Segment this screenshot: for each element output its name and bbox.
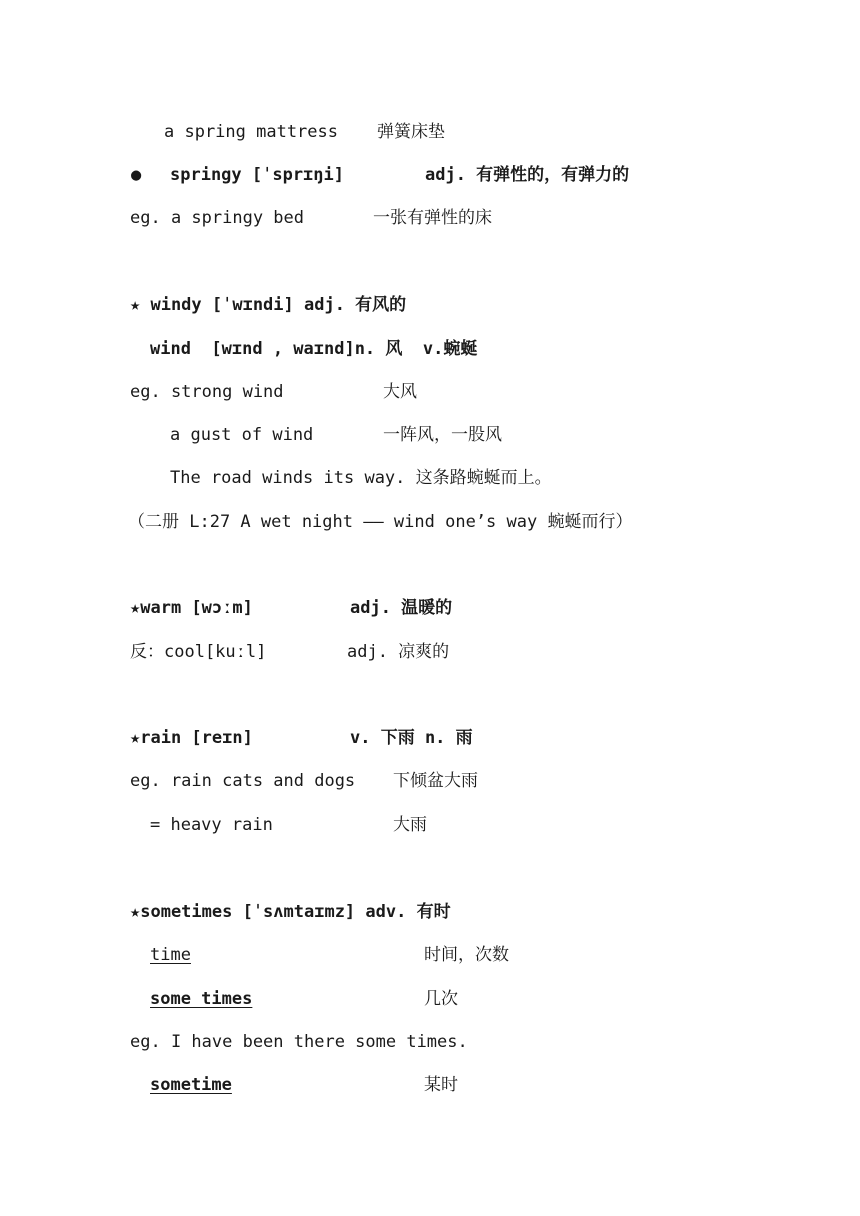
chinese-translation: 时间，次数 bbox=[424, 945, 509, 965]
english-text: The road winds its way. 这条路蜿蜒而上。 bbox=[170, 468, 552, 488]
chinese-translation: 一张有弹性的床 bbox=[373, 208, 492, 228]
headword: ★warm [wɔːm] bbox=[130, 598, 253, 618]
example-heavy-rain bbox=[0, 812, 860, 838]
english-text: eg. strong wind bbox=[130, 382, 284, 402]
chinese-translation: 大风 bbox=[383, 382, 417, 402]
example-strong-wind bbox=[0, 379, 860, 405]
chinese-translation: 一阵风，一股风 bbox=[383, 425, 502, 445]
headword: ★ windy [ˈwɪndi] adj. 有风的 bbox=[130, 295, 407, 315]
headword: ★rain [reɪn] bbox=[130, 728, 253, 748]
example-gust-of-wind bbox=[0, 422, 860, 448]
english-text: eg. rain cats and dogs bbox=[130, 771, 356, 791]
bullet-icon: ● bbox=[131, 165, 142, 185]
example-road-winds bbox=[0, 465, 860, 491]
english-text: 反：cool[kuːl] bbox=[130, 642, 267, 662]
english-text: some times bbox=[150, 989, 253, 1009]
definition: v. 下雨 n. 雨 bbox=[350, 728, 473, 748]
phrase-spring-mattress bbox=[0, 119, 860, 145]
antonym-cool bbox=[0, 639, 860, 665]
example-been-there bbox=[0, 1029, 860, 1055]
headword: ★sometimes [ˈsʌmtaɪmz] adv. 有时 bbox=[130, 902, 451, 922]
note-text: （二册 L:27 A wet night —— wind one’s way 蜿蜒而行） bbox=[128, 512, 633, 532]
english-text: = heavy rain bbox=[150, 815, 273, 835]
english-text: a spring mattress bbox=[164, 122, 338, 142]
english-text: sometime bbox=[150, 1075, 232, 1095]
related-sometime bbox=[0, 1072, 860, 1098]
entry-springy bbox=[0, 162, 860, 188]
chinese-translation: 某时 bbox=[424, 1075, 458, 1095]
example-springy-bed bbox=[0, 205, 860, 231]
definition: adj. 凉爽的 bbox=[347, 642, 450, 662]
definition: adj. 温暖的 bbox=[350, 598, 453, 618]
entry-rain bbox=[0, 725, 860, 751]
chinese-translation: 弹簧床垫 bbox=[377, 122, 445, 142]
example-rain-cats-dogs bbox=[0, 768, 860, 794]
headword: wind [wɪnd , waɪnd]n. 风 v.蜿蜒 bbox=[150, 339, 478, 359]
entry-sometimes bbox=[0, 899, 860, 925]
related-time bbox=[0, 942, 860, 968]
chinese-translation: 大雨 bbox=[393, 815, 427, 835]
entry-windy bbox=[0, 292, 860, 318]
english-text: a gust of wind bbox=[170, 425, 314, 445]
related-some-times bbox=[0, 986, 860, 1012]
chinese-translation: 下倾盆大雨 bbox=[393, 771, 478, 791]
english-text: time bbox=[150, 945, 191, 965]
english-text: eg. a springy bed bbox=[130, 208, 304, 228]
chinese-translation: 几次 bbox=[424, 989, 458, 1009]
entry-warm bbox=[0, 595, 860, 621]
note-book-reference bbox=[0, 509, 860, 535]
entry-wind bbox=[0, 336, 860, 362]
definition: adj. 有弹性的，有弹力的 bbox=[425, 165, 630, 185]
headword: springy [ˈsprɪŋi] bbox=[170, 165, 344, 185]
english-text: eg. I have been there some times. bbox=[130, 1032, 468, 1052]
